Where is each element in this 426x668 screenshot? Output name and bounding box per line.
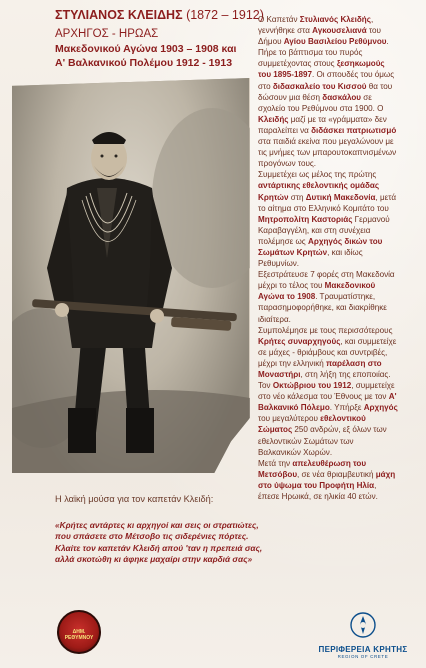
- biography-line: έπεσε Ηρωικά, σε ηλικία 40 ετών.: [258, 492, 378, 502]
- biography-line: στα παιδιά εκείνα που μεγαλώνουν με: [258, 137, 394, 147]
- biography-line: του μεγαλύτερου εθελοντικού: [258, 414, 366, 424]
- biography-line: προγόνων τους.: [258, 159, 317, 169]
- region-name: ΠΕΡΙΦΕΡΕΙΑ ΚΡΗΤΗΣ: [318, 645, 408, 654]
- hero-years: (1872 – 1912): [182, 8, 264, 22]
- biography-line: Σώματος 250 ανδρών, εξ όλων των: [258, 425, 387, 435]
- biography-line: Τον Οκτώβριου του 1912, συμμετείχε: [258, 381, 395, 391]
- biography-line: Κρητών στη Δυτική Μακεδονία, μετά: [258, 192, 397, 202]
- poem-line: αλλά σκοτώθη κι άφηκε μαχαίρι στην καρδιά σας»: [55, 553, 253, 564]
- biography-line: στο διδασκαλείο του Κισσού θα του: [258, 81, 393, 91]
- biography-line: Μετσόβου, σε νέα θριαμβευτική μάχη: [258, 469, 396, 479]
- biography-line: Ρεθυμνίων.: [258, 259, 300, 269]
- biography-line: εθελοντικών Σωμάτων των: [258, 436, 354, 446]
- region-of-crete-logo: [318, 612, 408, 662]
- biography-line: ιδιαίτερα.: [258, 314, 291, 324]
- biography-text: [258, 14, 420, 502]
- biography-line: Συμμετέχει ως μέλος της πρώτης: [258, 170, 377, 180]
- biography-line: Μοναστήρι, στη λήξη της εποποιίας.: [258, 370, 391, 379]
- biography-line: Εξεστράτευσε 7 φορές στη Μακεδονία: [258, 270, 395, 280]
- biography-line: συμμετέχοντας στους ξεσηκωμούς: [258, 59, 385, 69]
- biography-line: Μετά την απελευθέρωση του: [258, 458, 367, 468]
- biography-line: παρασημοφορήθηκε, και διακρίθηκε: [258, 303, 387, 313]
- hero-portrait-photo: [12, 78, 250, 473]
- biography-line: δώσουν μια θέση δασκάλου σε: [258, 92, 372, 102]
- biography-line: μέχρι την ελληνική παρέλαση στο: [258, 358, 382, 368]
- biography-line: Μητροπολίτη Καστοριάς Γερμανού: [258, 214, 390, 224]
- biography-line: αντάρτικης εθελοντικής ομάδας: [258, 181, 380, 191]
- caption-heading: Η λαϊκή μούσα για τον καπετάν Κλειδή:: [55, 494, 214, 504]
- poem-line: Κλαίτε τον καπετάν Κλειδή απού 'ταν η πρεπειά σας,: [55, 542, 263, 553]
- biography-line: παραλείπει να διδάσκει πατριωτισμό: [258, 125, 397, 135]
- biography-line: Βαλκανικό Πόλεμο. Υπήρξε Αρχηγός: [258, 403, 398, 413]
- poem-line: «Κρήτες αντάρτες κι αρχηγοί και σεις οι στρατιώτες,: [55, 520, 259, 530]
- biography-line: Σωμάτων Κρητών, και ιδίως: [258, 247, 363, 257]
- portrait-illustration: [12, 78, 250, 473]
- region-name-english: REGION OF CRETE: [337, 654, 389, 659]
- biography-line: Καραβαγγέλη, και στη συνέχεια: [258, 225, 371, 235]
- biography-line: Αγώνα το 1908. Τραυματίστηκε,: [258, 292, 376, 302]
- biography-line: στο ύψωμα του Προφήτη Ηλία,: [258, 480, 377, 490]
- biography-line: του 1895-1897. Οι σπουδές του όμως: [258, 70, 395, 80]
- biography-line: Συμπολέμησε με τους περισσότερους: [258, 325, 393, 335]
- page-title: [55, 8, 264, 22]
- biography-line: πολέμησε ως Αρχηγός δικών του: [258, 236, 383, 246]
- biography-line: Πήρε το βάπτισμα του πυρός: [258, 48, 363, 58]
- folk-poem: [55, 520, 263, 565]
- municipality-logo: [57, 610, 101, 654]
- hero-role: ΑΡΧΗΓΟΣ - ΗΡΩΑΣ: [55, 28, 159, 40]
- poem-line: που σπάσετε στο Μέτσοβο τις σιδερένιες πόρτες.: [55, 531, 249, 542]
- biography-line: τις μνήμες των μπαρουτοκαπνισμένων: [258, 148, 397, 158]
- biography-line: Κρήτες συναρχηγούς, και συμμετείχε: [258, 336, 397, 346]
- biography-line: το αίτημα στο Ελληνικό Κομιτάτο του: [258, 203, 389, 213]
- biography-line: γεννήθηκε στα Αγκουσελιανά του: [258, 26, 381, 36]
- subtitle-macedonian-struggle: Μακεδονικού Αγώνα 1903 – 1908 και: [55, 43, 237, 55]
- biography-line: Κλειδής μαζί με τα «γράμματα» δεν: [258, 114, 387, 124]
- biography-line: στο νέο κάλεσμα του Έθνους με τον Α': [258, 392, 397, 402]
- municipality-logo-text: ΔΗΜ. ΡΕΘΥΜΝΟΥ: [64, 629, 94, 641]
- biography-line: σχολείο του Ρεθύμνου στα 1900. Ο: [258, 103, 384, 113]
- subtitle-balkan-war: Α' Βαλκανικού Πολέμου 1912 - 1913: [55, 57, 233, 69]
- biography-line: σε μάχες - θριάμβους και συντριβές,: [258, 347, 388, 357]
- biography-line: Βαλκανικών Χωρών.: [258, 447, 333, 457]
- region-emblem-icon: [350, 612, 376, 638]
- biography-line: Δήμου Αγίου Βασιλείου Ρεθύμνου.: [258, 37, 389, 47]
- hero-name: ΣΤΥΛΙΑΝΟΣ ΚΛΕΙΔΗΣ: [55, 8, 183, 22]
- biography-line: Ο Καπετάν Στυλιανός Κλειδής,: [258, 15, 374, 24]
- biography-line: μέχρι το τέλος του Μακεδονικού: [258, 281, 376, 291]
